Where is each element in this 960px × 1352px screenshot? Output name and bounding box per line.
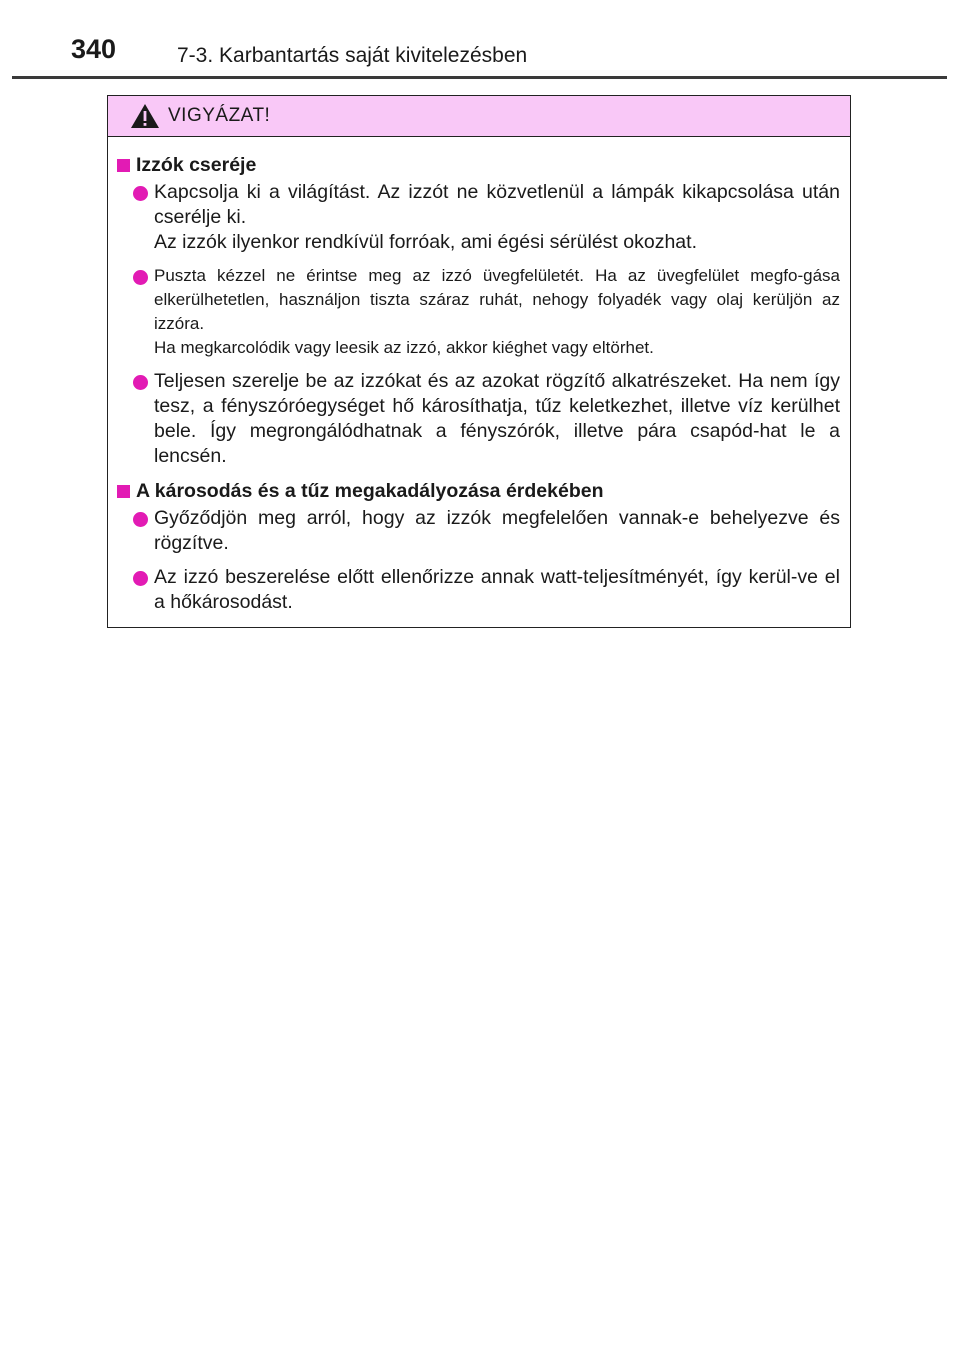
header-rule: [12, 76, 947, 79]
paragraph: Teljesen szerelje be az izzókat és az azokat rögzítő alkatrészeket. Ha nem így tesz, a fényszóróegységet hő károsíthatja, tűz keletkezhet, illetve víz kerülhet bele. Így megrongálódhatnak a fényszórók, illetve pára csapód-hat le a lencsén.: [154, 370, 840, 467]
section-title: 7-3. Karbantartás saját kivitelezésben: [177, 44, 528, 67]
page-number: 340: [71, 34, 117, 64]
square-bullet-icon: [117, 159, 130, 172]
round-bullet-icon: [133, 186, 148, 201]
section-heading-text: A károsodás és a tűz megakadályozása érdekében: [136, 480, 604, 502]
caution-header: [108, 96, 850, 137]
caution-body: [108, 137, 850, 615]
warning-triangle-icon: [130, 103, 160, 129]
paragraph: Az izzók ilyenkor rendkívül forróak, ami égési sérülést okozhat.: [154, 231, 697, 253]
list-item-text: [154, 180, 840, 255]
list-item: [116, 506, 840, 556]
paragraph: Ha megkarcolódik vagy leesik az izzó, akkor kiéghet vagy eltörhet.: [154, 338, 654, 357]
section-heading-bulb-replacement: [116, 152, 840, 178]
paragraph: Puszta kézzel ne érintse meg az izzó üvegfelületét. Ha az üvegfelület megfo-gása elkerülhetetlen, használjon tiszta száraz ruhát, nehogy folyadék vagy olaj kerüljön az izzóra.: [154, 266, 840, 333]
round-bullet-icon: [133, 571, 148, 586]
list-item-text: [154, 264, 840, 360]
list-item-text: [154, 369, 840, 469]
list-item-text: [154, 565, 840, 615]
round-bullet-icon: [133, 270, 148, 285]
paragraph: Az izzó beszerelése előtt ellenőrizze annak watt-teljesítményét, így kerül-ve el a hőkárosodást.: [154, 566, 840, 613]
paragraph: Kapcsolja ki a világítást. Az izzót ne közvetlenül a lámpák kikapcsolása után cserélje ki.: [154, 181, 840, 228]
list-item-text: [154, 506, 840, 556]
section-heading-damage-prevention: [116, 478, 840, 504]
round-bullet-icon: [133, 375, 148, 390]
section-heading-text: Izzók cseréje: [136, 154, 257, 176]
round-bullet-icon: [133, 512, 148, 527]
paragraph: Győződjön meg arról, hogy az izzók megfelelően vannak-e behelyezve és rögzítve.: [154, 507, 840, 554]
list-item: [116, 264, 840, 360]
caution-title: VIGYÁZAT!: [168, 105, 271, 126]
list-item: [116, 369, 840, 469]
list-item: [116, 180, 840, 255]
square-bullet-icon: [117, 485, 130, 498]
caution-box: [107, 95, 851, 628]
list-item: [116, 565, 840, 615]
